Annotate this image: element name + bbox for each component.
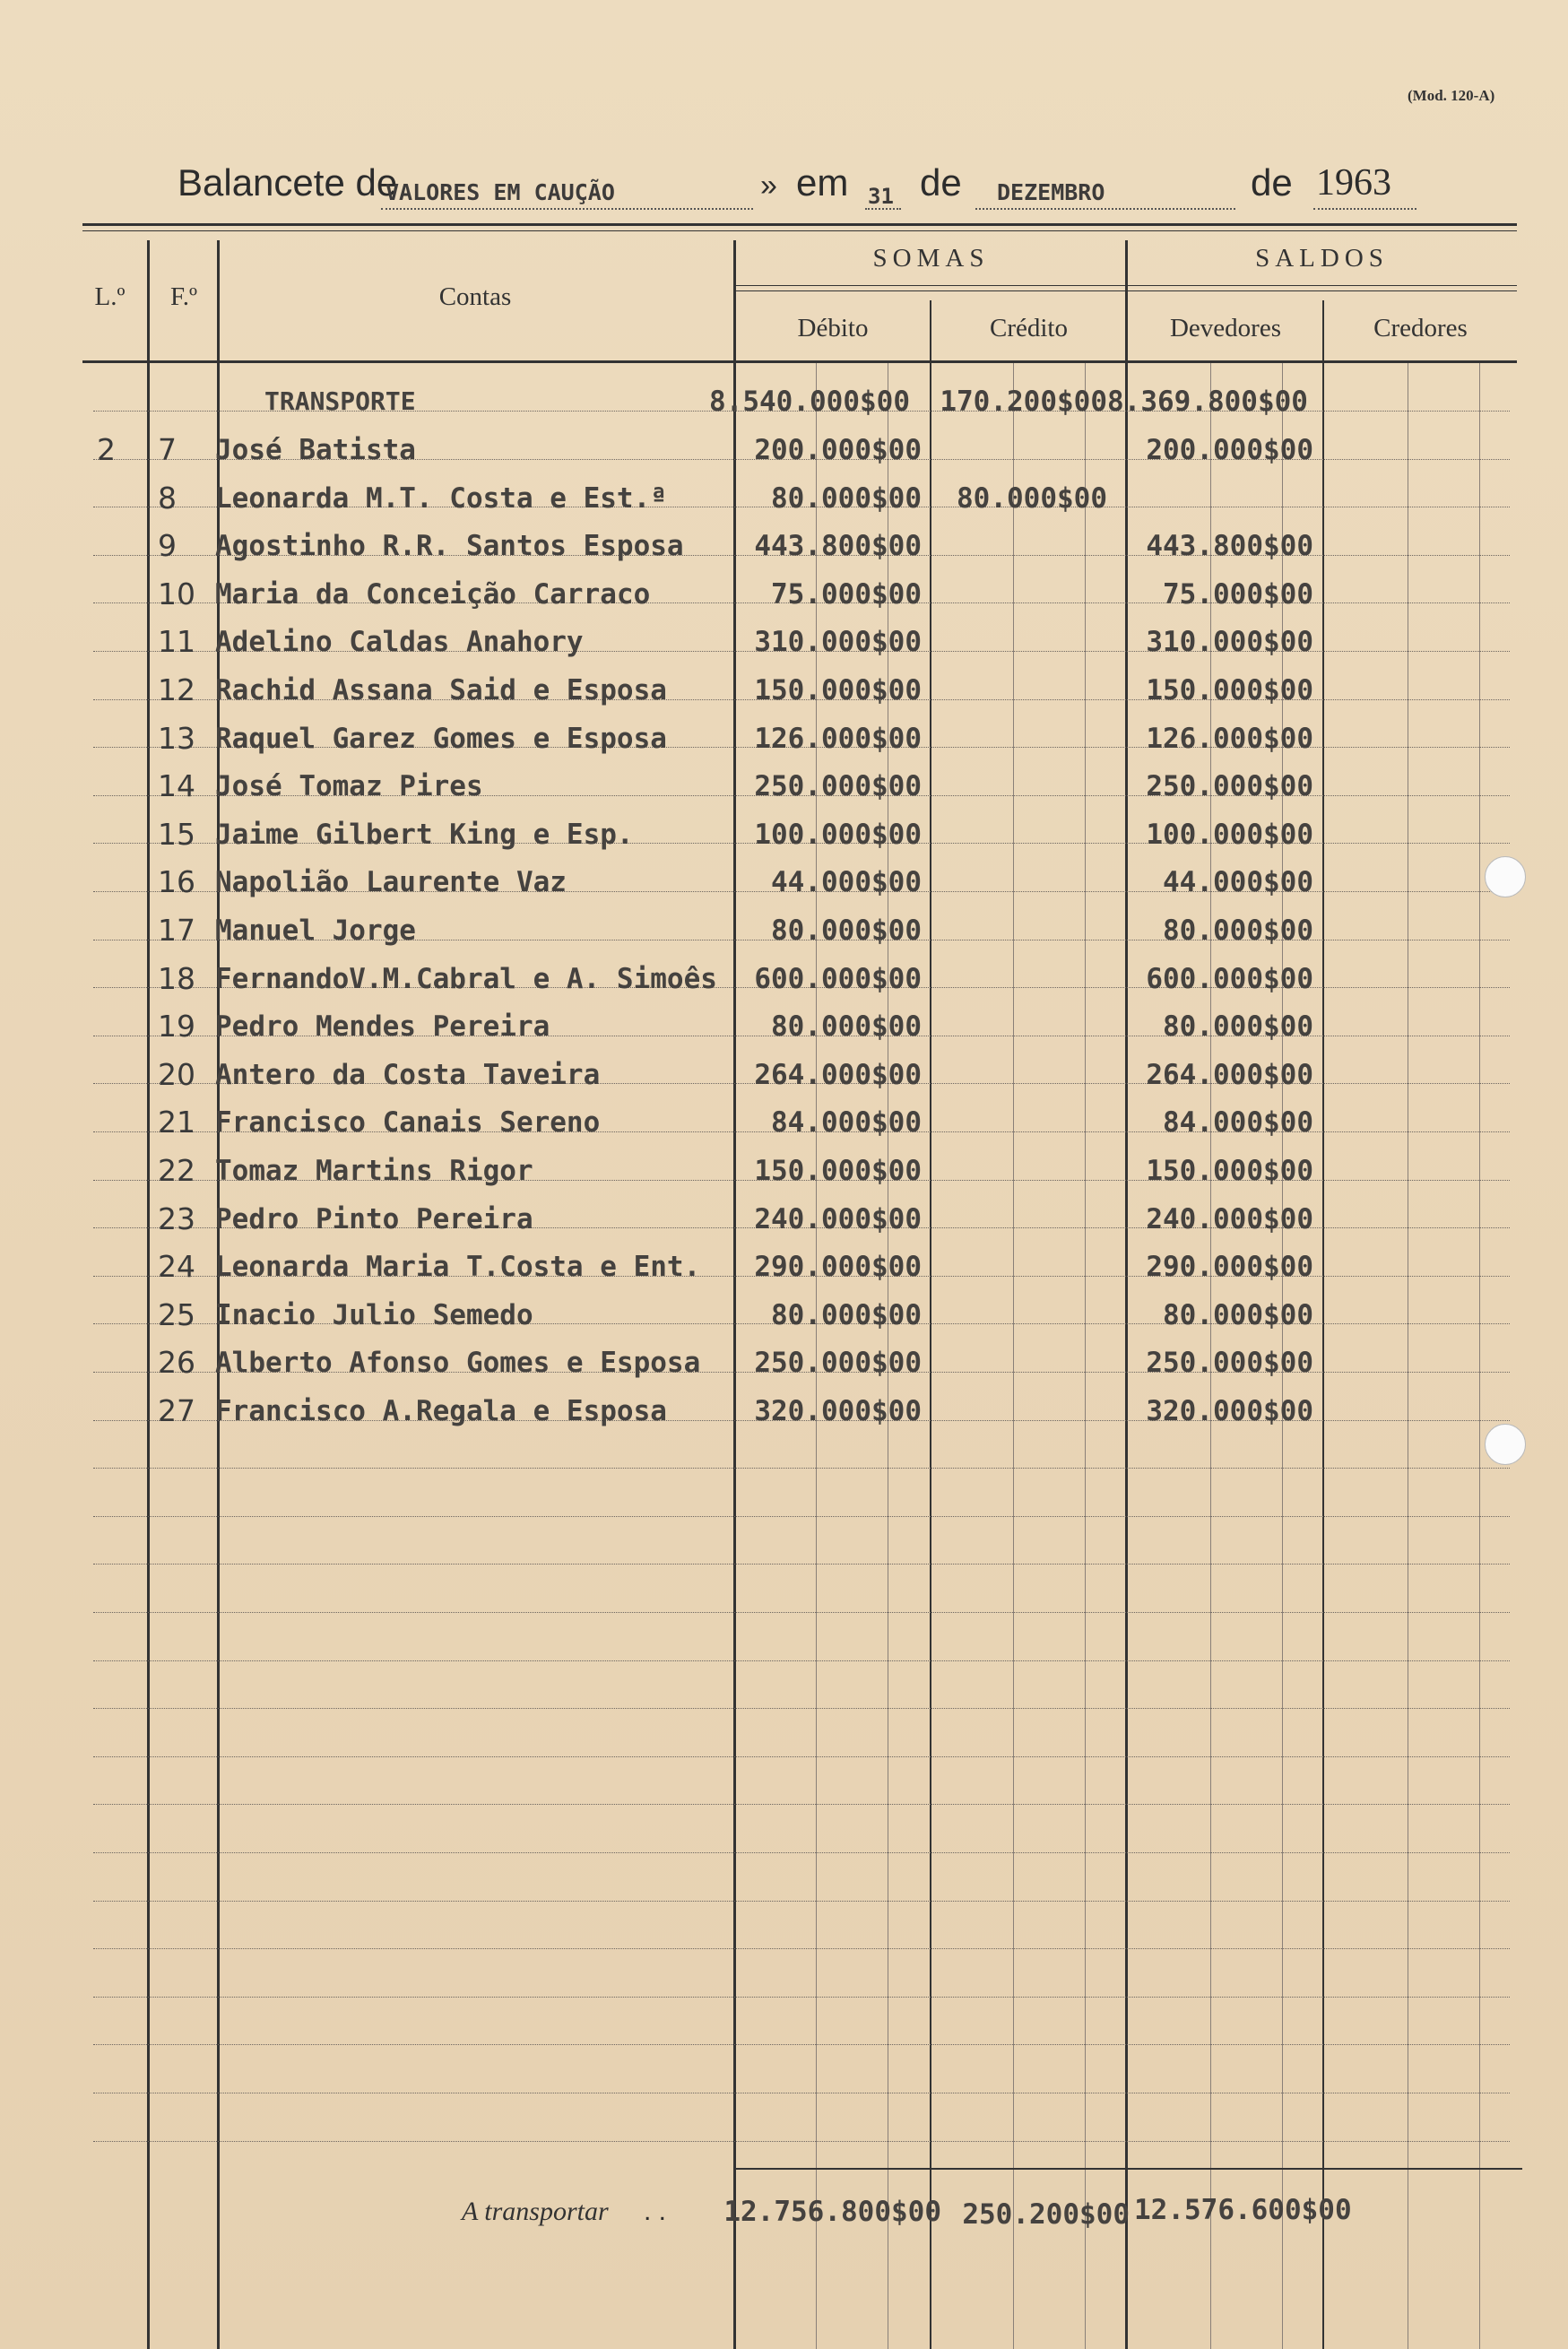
row-devedores: 250.000$00 — [1146, 1347, 1313, 1379]
row-debito: 80.000$00 — [771, 1010, 922, 1043]
row-fo: 7 — [158, 432, 177, 467]
row-debito: 310.000$00 — [754, 626, 922, 658]
row-account-name: Francisco Canais Sereno — [215, 1106, 601, 1139]
ruled-line — [93, 1901, 1510, 1902]
row-account-name: Adelino Caldas Anahory — [215, 626, 584, 658]
row-fo: 12 — [158, 672, 195, 707]
em-label: em — [796, 161, 849, 204]
col-header-debito: Débito — [797, 314, 869, 342]
footer-credito: 250.200$00 — [962, 2198, 1130, 2231]
col-header-credores: Credores — [1373, 314, 1468, 342]
row-debito: 250.000$00 — [754, 770, 922, 802]
ruled-line — [93, 1660, 1510, 1661]
row-fo: 13 — [158, 721, 195, 756]
row-fo: 9 — [158, 528, 177, 563]
de-label: de — [920, 161, 962, 204]
row-debito: 44.000$00 — [771, 866, 922, 898]
ruled-line — [93, 1948, 1510, 1949]
row-account-name: Raquel Garez Gomes e Esposa — [215, 723, 667, 755]
row-account-name: Inacio Julio Semedo — [215, 1299, 533, 1331]
row-account-name: José Batista — [215, 434, 416, 466]
row-devedores: 80.000$00 — [1163, 1010, 1313, 1043]
col-header-credito: Crédito — [990, 314, 1068, 342]
ruled-line — [93, 1756, 1510, 1757]
row-devedores: 150.000$00 — [1146, 674, 1313, 706]
ruled-line — [93, 1468, 1510, 1469]
col-header-saldos: SALDOS — [1255, 244, 1389, 273]
row-account-name: Agostinho R.R. Santos Esposa — [215, 530, 684, 562]
row-fo: 19 — [158, 1009, 195, 1044]
col-header-somas: SOMAS — [872, 244, 990, 273]
de2-label: de — [1251, 161, 1293, 204]
row-lo: 2 — [97, 432, 116, 467]
col-header-devedores: Devedores — [1169, 314, 1281, 342]
row-debito: 126.000$00 — [754, 723, 922, 755]
row-debito: 80.000$00 — [771, 482, 922, 515]
row-devedores: 75.000$00 — [1163, 578, 1313, 611]
row-devedores: 100.000$00 — [1146, 819, 1313, 851]
ruled-line — [93, 1612, 1510, 1613]
row-fo: 8 — [158, 481, 177, 516]
row-account-name: Antero da Costa Taveira — [215, 1059, 601, 1091]
row-debito: 320.000$00 — [754, 1395, 922, 1427]
footer-debito: 12.756.800$00 — [723, 2196, 941, 2228]
row-fo: 27 — [158, 1393, 195, 1428]
row-fo: 21 — [158, 1105, 195, 1140]
row-devedores: 600.000$00 — [1146, 963, 1313, 995]
row-debito: 250.000$00 — [754, 1347, 922, 1379]
row-debito: 84.000$00 — [771, 1106, 922, 1139]
row-fo: 17 — [158, 913, 195, 948]
row-fo: 11 — [158, 624, 195, 659]
col-header-lo: L.º — [94, 282, 126, 311]
row-debito: 100.000$00 — [754, 819, 922, 851]
transport-debito: 8.540.000$00 — [709, 386, 910, 418]
row-fo: 23 — [158, 1201, 195, 1236]
row-account-name: Maria da Conceição Carraco — [215, 578, 651, 611]
row-devedores: 84.000$00 — [1163, 1106, 1313, 1139]
row-debito: 240.000$00 — [754, 1203, 922, 1235]
row-account-name: Napolião Laurente Vaz — [215, 866, 567, 898]
row-fo: 18 — [158, 961, 195, 996]
year-value: 1963 — [1316, 162, 1391, 204]
row-devedores: 240.000$00 — [1146, 1203, 1313, 1235]
ruled-line — [93, 2044, 1510, 2045]
row-fo: 25 — [158, 1297, 195, 1332]
ruled-line — [93, 1708, 1510, 1709]
row-account-name: Francisco A.Regala e Esposa — [215, 1395, 667, 1427]
row-debito: 200.000$00 — [754, 434, 922, 466]
ruled-line — [93, 1997, 1510, 1998]
row-devedores: 250.000$00 — [1146, 770, 1313, 802]
row-debito: 75.000$00 — [771, 578, 922, 611]
row-debito: 80.000$00 — [771, 1299, 922, 1331]
binder-hole — [1485, 1424, 1526, 1465]
row-account-name: José Tomaz Pires — [215, 770, 483, 802]
row-devedores: 150.000$00 — [1146, 1155, 1313, 1187]
row-debito: 150.000$00 — [754, 674, 922, 706]
ruled-line — [93, 1852, 1510, 1853]
transport-devedores: 8.369.800$00 — [1107, 386, 1308, 418]
row-debito: 443.800$00 — [754, 530, 922, 562]
row-account-name: Rachid Assana Said e Esposa — [215, 674, 667, 706]
ruled-line — [93, 1804, 1510, 1805]
row-fo: 20 — [158, 1057, 195, 1092]
row-devedores: 320.000$00 — [1146, 1395, 1313, 1427]
row-fo: 24 — [158, 1249, 195, 1284]
row-devedores: 310.000$00 — [1146, 626, 1313, 658]
row-account-name: FernandoV.M.Cabral e A. Simoês — [215, 963, 717, 995]
row-devedores: 264.000$00 — [1146, 1059, 1313, 1091]
transport-label: TRANSPORTE — [264, 386, 416, 416]
quote-mark: » — [760, 169, 777, 203]
row-devedores: 80.000$00 — [1163, 914, 1313, 947]
row-debito: 600.000$00 — [754, 963, 922, 995]
transport-credito: 170.200$00 — [940, 386, 1107, 418]
row-debito: 150.000$00 — [754, 1155, 922, 1187]
row-fo: 22 — [158, 1153, 195, 1188]
col-header-fo: F.º — [169, 282, 198, 311]
footer-label: A transportar — [462, 2197, 609, 2226]
ruled-line — [93, 1564, 1510, 1565]
row-debito: 264.000$00 — [754, 1059, 922, 1091]
ruled-line — [93, 1516, 1510, 1517]
row-devedores: 290.000$00 — [1146, 1251, 1313, 1283]
row-debito: 290.000$00 — [754, 1251, 922, 1283]
row-fo: 15 — [158, 817, 195, 852]
row-account-name: Manuel Jorge — [215, 914, 416, 947]
row-fo: 16 — [158, 864, 195, 899]
row-account-name: Alberto Afonso Gomes e Esposa — [215, 1347, 701, 1379]
form-code: (Mod. 120-A) — [1408, 87, 1495, 104]
row-account-name: Leonarda Maria T.Costa e Ent. — [215, 1251, 701, 1283]
row-account-name: Pedro Mendes Pereira — [215, 1010, 550, 1043]
footer-dots: . . — [644, 2197, 667, 2226]
row-debito: 80.000$00 — [771, 914, 922, 947]
row-account-name: Pedro Pinto Pereira — [215, 1203, 533, 1235]
footer-devedores: 12.576.600$00 — [1134, 2194, 1352, 2226]
account-type: VALORES EM CAUÇÃO — [386, 179, 615, 205]
row-account-name: Jaime Gilbert King e Esp. — [215, 819, 634, 851]
row-fo: 14 — [158, 768, 195, 803]
binder-hole — [1485, 856, 1526, 897]
title-prefix: Balancete de — [178, 161, 398, 204]
row-devedores: 80.000$00 — [1163, 1299, 1313, 1331]
row-devedores: 200.000$00 — [1146, 434, 1313, 466]
day-value: 31 — [868, 184, 894, 209]
row-devedores: 126.000$00 — [1146, 723, 1313, 755]
row-account-name: Leonarda M.T. Costa e Est.ª — [215, 482, 667, 515]
row-account-name: Tomaz Martins Rigor — [215, 1155, 533, 1187]
row-devedores: 44.000$00 — [1163, 866, 1313, 898]
row-fo: 26 — [158, 1345, 195, 1380]
row-credito: 80.000$00 — [957, 482, 1107, 515]
row-devedores: 443.800$00 — [1146, 530, 1313, 562]
ruled-line — [93, 2141, 1510, 2142]
col-header-contas: Contas — [438, 282, 512, 311]
row-fo: 10 — [158, 576, 195, 611]
month-value: DEZEMBRO — [997, 179, 1105, 205]
